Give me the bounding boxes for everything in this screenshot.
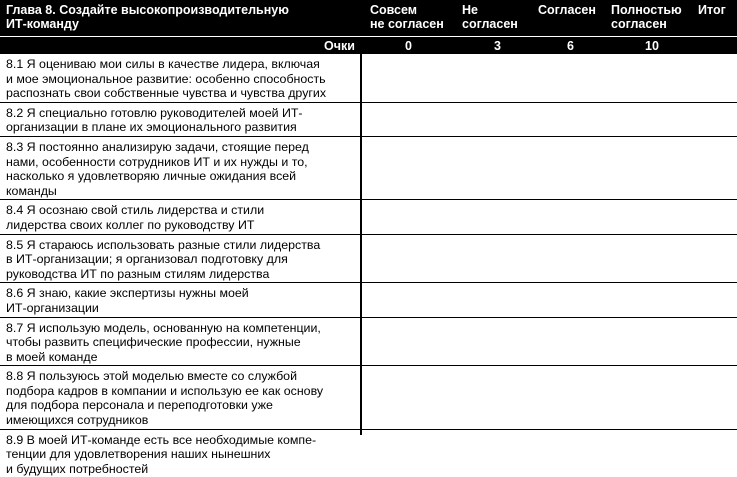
header-strongly-disagree: Совсем не согласен xyxy=(370,3,444,31)
score-strongly-disagree: 0 xyxy=(405,39,412,53)
score-row xyxy=(0,36,737,54)
statement-row-8-2 xyxy=(0,103,737,137)
statement-text: 8.2 Я специально готовлю руководителей моей ИТ- организации в плане их эмоционального развития xyxy=(6,105,303,135)
header-total: Итог xyxy=(698,3,726,17)
statement-text: 8.5 Я стараюсь использовать разные стили лидерства в ИТ-организации; я организовал подготовку для руководства ИТ по разным стилям лидерства xyxy=(6,237,321,281)
statement-row-8-4 xyxy=(0,200,737,234)
header-agree: Согласен xyxy=(538,3,596,17)
statement-row-8-3 xyxy=(0,137,737,200)
statement-text: 8.3 Я постоянно анализирую задачи, стоящие перед нами, особенности сотрудников ИТ и их нужды и то, насколько я удовлетворяю личные ожидания всей команды xyxy=(6,139,309,198)
statement-text: 8.8 Я пользуюсь этой моделью вместе со службой подбора кадров в компании и использую ее как основу для подбора персонала и переподготовки уже имеющихся сотрудников xyxy=(6,369,324,428)
score-label: Очки xyxy=(324,39,355,53)
score-disagree: 3 xyxy=(494,39,501,53)
statement-text: 8.4 Я осознаю свой стиль лидерства и стили лидерства своих коллег по руководству ИТ xyxy=(6,203,265,232)
score-agree: 6 xyxy=(567,39,574,53)
score-strongly-agree: 10 xyxy=(645,39,659,53)
statement-list xyxy=(0,54,737,477)
statement-row-8-7 xyxy=(0,318,737,367)
statement-text: 8.7 Я использую модель, основанную на компетенции, чтобы развить специфические профессии, нужные в моей команде xyxy=(6,320,321,364)
header-disagree: Не согласен xyxy=(462,3,518,31)
statement-text: 8.6 Я знаю, какие экспертизы нужны моей ИТ-организации xyxy=(6,286,249,315)
statement-row-8-5 xyxy=(0,235,737,284)
table-header xyxy=(0,0,737,36)
statement-text: 8.9 В моей ИТ-команде есть все необходимые компе- тенции для удовлетворения наших нынешних и будущих потребностей xyxy=(6,432,317,476)
statement-row-8-1 xyxy=(0,54,737,103)
statement-row-8-6 xyxy=(0,283,737,317)
statement-text: 8.1 Я оцениваю мои силы в качестве лидера, включая и мое эмоциональное развитие: особенно способность распознать свои собственные чувства и чувства других xyxy=(6,57,327,101)
statement-row-8-8 xyxy=(0,366,737,429)
statement-row-8-9 xyxy=(0,430,737,477)
chapter-title: Глава 8. Создайте высокопроизводительную ИТ-команду xyxy=(6,3,289,31)
column-divider xyxy=(360,54,362,435)
header-strongly-agree: Полностью согласен xyxy=(611,3,682,31)
